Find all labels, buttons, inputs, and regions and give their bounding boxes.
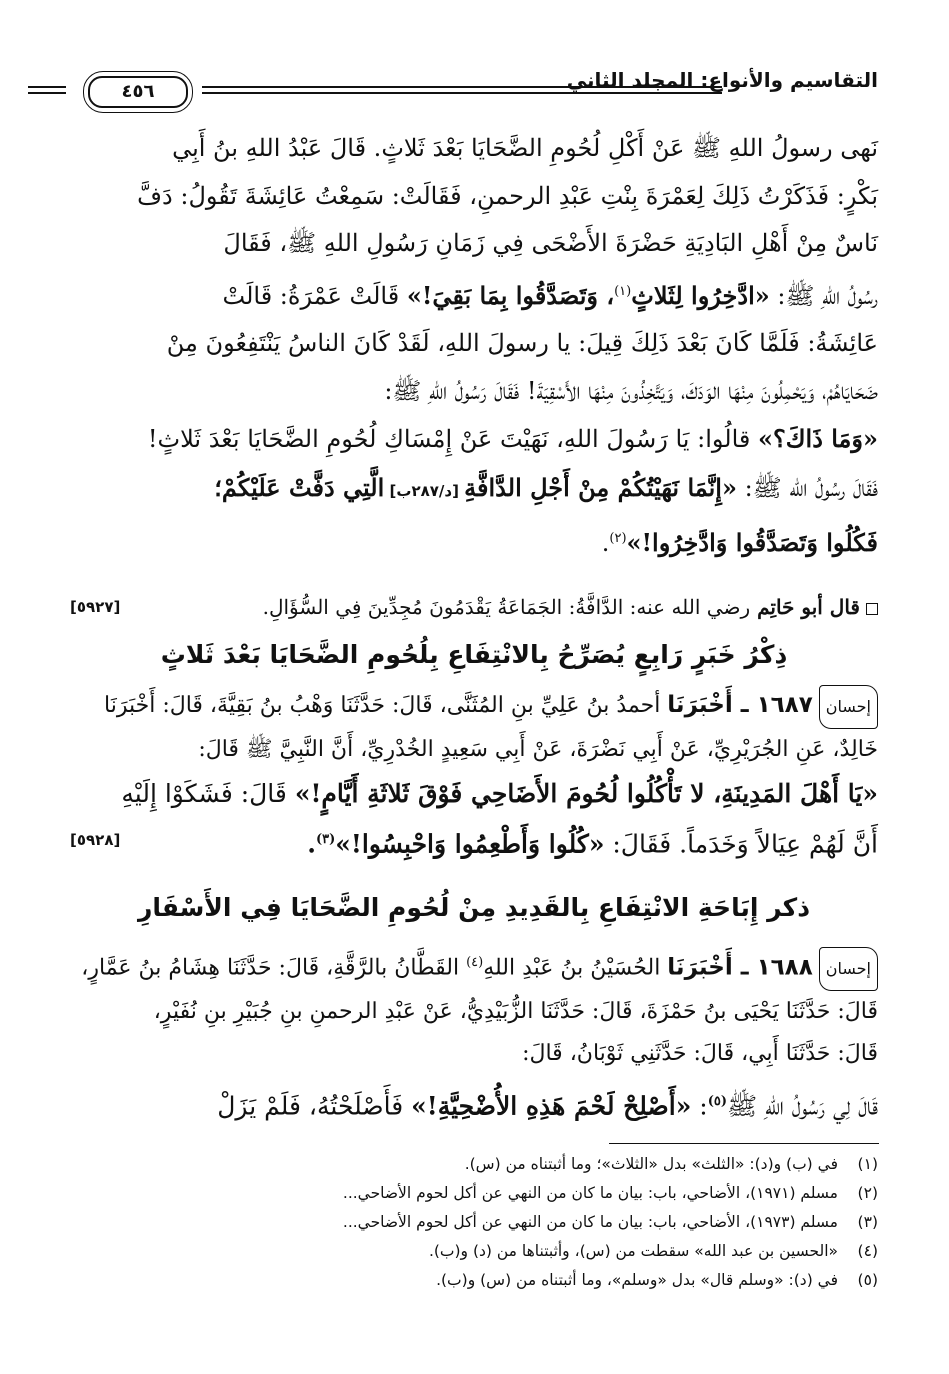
footnote-marker[interactable]: (١) — [614, 283, 632, 299]
header-rule — [202, 86, 722, 98]
hadith-reference: [٥٩٢٨] — [70, 831, 121, 849]
ihsan-marker-icon: إحسان — [819, 947, 878, 991]
text-line: خَالِدٌ، عَنِ الجُرَيْرِيِّ، عَنْ أَبِي نَضْرَةَ، عَنْ أَبِي سَعِيدٍ الخُدْرِيِّ، أَنَّ النَّبِيَّ ﷺ قَالَ: — [198, 737, 878, 762]
text-line: إحسان١٦٨٨ ـ أَخْبَرَنَا الحُسَيْنُ بنُ عَبْدِ اللهِ$^{(٤)}$ القَطَّانُ بالرَّقَّةِ، قَالَ: حَدَّثَنَا هِشَامُ بنُ عَمَّارٍ، — [70, 942, 878, 991]
running-title: التقاسيم والأنواع: المجلد الثاني — [566, 68, 878, 92]
text-line: رسُولُ اللهِ ﷺ: «ادَّخِرُوا لِثَلاثٍ$^{(١)}$، وَتَصَدَّقُوا بِمَا بَقِيَ!» قَالَتْ عَمْرَةُ: قَالَتْ — [222, 280, 878, 310]
footnote-marker[interactable]: (٤) — [466, 955, 484, 970]
section-heading: ذِكْرُ خَبَرٍ رَابِعٍ يُصَرِّحُ بِالانْتِفَاعِ بِلُحُومِ الضَّحَايَا بَعْدَ ثَلاثٍ — [160, 640, 788, 669]
text-line: ضَحَايَاهُمْ، وَيَحْمِلُونَ مِنْهَا الوَدَكَ، وَيَتَّخِذُونَ مِنْهَا الأَسْقِيَةَ! فَقَالَ رَسُولُ اللهِ ﷺ: — [384, 376, 878, 405]
hadith-reference: [٥٩٢٧] — [70, 598, 121, 616]
header-rule-left — [28, 86, 66, 98]
text-line: نَاسٌ مِنْ أَهْلِ البَادِيَةِ حَضْرَةَ الأَضْحَى فِي زَمَانِ رَسُولِ اللهِ ﷺ، فَقَالَ — [223, 229, 878, 257]
text-line: فَقَالَ رسُولُ الله ﷺ: «إِنَّمَا نَهَيْتُكُمْ مِنْ أَجْلِ الدَّافَّةِ [د/٢٨٧ب] الَّتِي دَفَّتْ عَلَيْكُمْ؛ — [214, 472, 878, 502]
text-line: قَالَ: حَدَّثَنَا أَبِي، قَالَ: حَدَّثَنِي ثَوْبَانُ، قَالَ: — [522, 1041, 878, 1067]
footnotes — [70, 1150, 878, 1295]
text-line: قَالَ: حَدَّثَنَا يَحْيَى بنُ حَمْزَةَ، قَالَ: حَدَّثَنَا الزُّبَيْدِيُّ، عَنْ عَبْدِ الرحمنِ بنِ جُبَيْرِ بنِ نُفَيْرٍ، — [153, 999, 878, 1025]
text-line: قَالَ لِي رَسُولُ اللهِ ﷺ$^{(٥)}$: «أَصْلِحْ لَحْمَ هَذِهِ الأُضْحِيَّةِ!» فَأَصْلَحْتُهُ، فَلَمْ يَزَلْ — [217, 1091, 878, 1121]
text-line: فَكُلُوا وَتَصَدَّقُوا وَادَّخِرُوا!»$^{(٢)}$. — [601, 528, 878, 557]
square-bullet-icon — [866, 603, 878, 615]
page-header — [70, 62, 878, 118]
footnote: (٢)مسلم (١٩٧١)، الأضاحي، باب: بيان ما كان من النهي عن أكل لحوم الأضاحي... — [342, 1184, 878, 1202]
footnote: (٤)«الحسين بن عبد الله» سقطت من (س)، وأثبتناها من (د) و(ب). — [428, 1242, 878, 1260]
footnote: (٥)في (د): «وسلم قال» بدل «وسلم»، وما أثبتناه من (س) و(ب). — [436, 1271, 878, 1289]
footnote-separator — [609, 1143, 879, 1144]
footnote-marker[interactable]: (٥) — [707, 1094, 728, 1110]
manuscript-ref: [د/٢٨٧ب] — [384, 481, 465, 500]
hadith-1687 — [70, 684, 878, 867]
text-line: بَكْرٍ: فَذَكَرْتُ ذَلِكَ لِعَمْرَةَ بِنْتِ عَبْدِ الرحمنِ، فَقَالَتْ: سَمِعْتُ عَائِشَةَ تَقُولُ: دَفَّ — [137, 181, 878, 210]
text-line: إحسان١٦٨٧ ـ أَخْبَرَنَا أحمدُ بنُ عَلِيِّ بنِ المُثَنَّى، قَالَ: حَدَّثَنَا وَهْبُ بنُ بَقِيَّةَ، قَالَ: أَخْبَرَنَا — [70, 684, 878, 729]
text-line: «وَمَا ذَاكَ؟» قالُوا: يَا رَسُولَ اللهِ، نَهَيْتَ عَنْ إِمْسَاكِ لُحُومِ الضَّحَايَا بَعْدَ ثَلاثٍ! — [147, 424, 878, 453]
section-heading: ذكر إِبَاحَةِ الانْتِفَاعِ بِالقَدِيدِ مِنْ لُحُومِ الضَّحَايَا فِي الأَسْفَارِ — [137, 893, 811, 922]
hadith-1688 — [70, 942, 878, 1130]
page-number: ٤٥٦ — [88, 76, 188, 108]
footnote: (٣)مسلم (١٩٧٣)، الأضاحي، باب: بيان ما كان من النهي عن أكل لحوم الأضاحي... — [342, 1213, 878, 1231]
hadith-number: ١٦٨٧ ـ أَخْبَرَنَا — [667, 692, 813, 718]
text-line: «يَا أَهْلَ المَدِينَةِ، لا تَأْكُلُوا لُحُومَ الأَضَاحِي فَوْقَ ثَلاثَةِ أَيَّامٍ!» قَالَ: فَشَكَوْا إِلَيْهِ — [121, 779, 878, 808]
footnote: (١)في (ب) و(د): «الثلث» بدل «الثلاث»؛ وما أثبتناه من (س). — [464, 1155, 878, 1173]
text-line: نَهى رسولُ اللهِ ﷺ عَنْ أَكْلِ لُحُومِ الضَّحَايَا بَعْدَ ثَلاثٍ. قَالَ عَبْدُ اللهِ بنُ أَبِي — [172, 134, 878, 162]
text-line: عَائِشَةُ: فَلَمَّا كَانَ بَعْدَ ذَلِكَ قِيلَ: يا رسولَ اللهِ، لَقَدْ كَانَ الناسُ يَنْتَفِعُونَ مِنْ — [166, 329, 878, 357]
commentary-line: قال أبو حَاتِم رضي الله عنه: الدَّافَّةُ: الجَمَاعَةُ يَقْدَمُونَ مُجِدِّينَ فِي السُّؤَالِ. [٥٩٢٧] — [70, 592, 878, 622]
text-line: أَنَّ لَهُمْ عِيَالاً وَخَدَماً. فَقَالَ: «كُلُوا وَأَطْعِمُوا وَاحْبِسُوا!»$^{(٣)}$. [٥٩٢٨] — [70, 817, 878, 867]
hadith-number: ١٦٨٨ ـ أَخْبَرَنَا — [667, 954, 813, 981]
ihsan-marker-icon: إحسان — [819, 685, 878, 729]
main-text — [70, 125, 878, 568]
footnote-marker[interactable]: (٣) — [316, 832, 336, 847]
footnote-marker[interactable]: (٢) — [609, 531, 627, 546]
